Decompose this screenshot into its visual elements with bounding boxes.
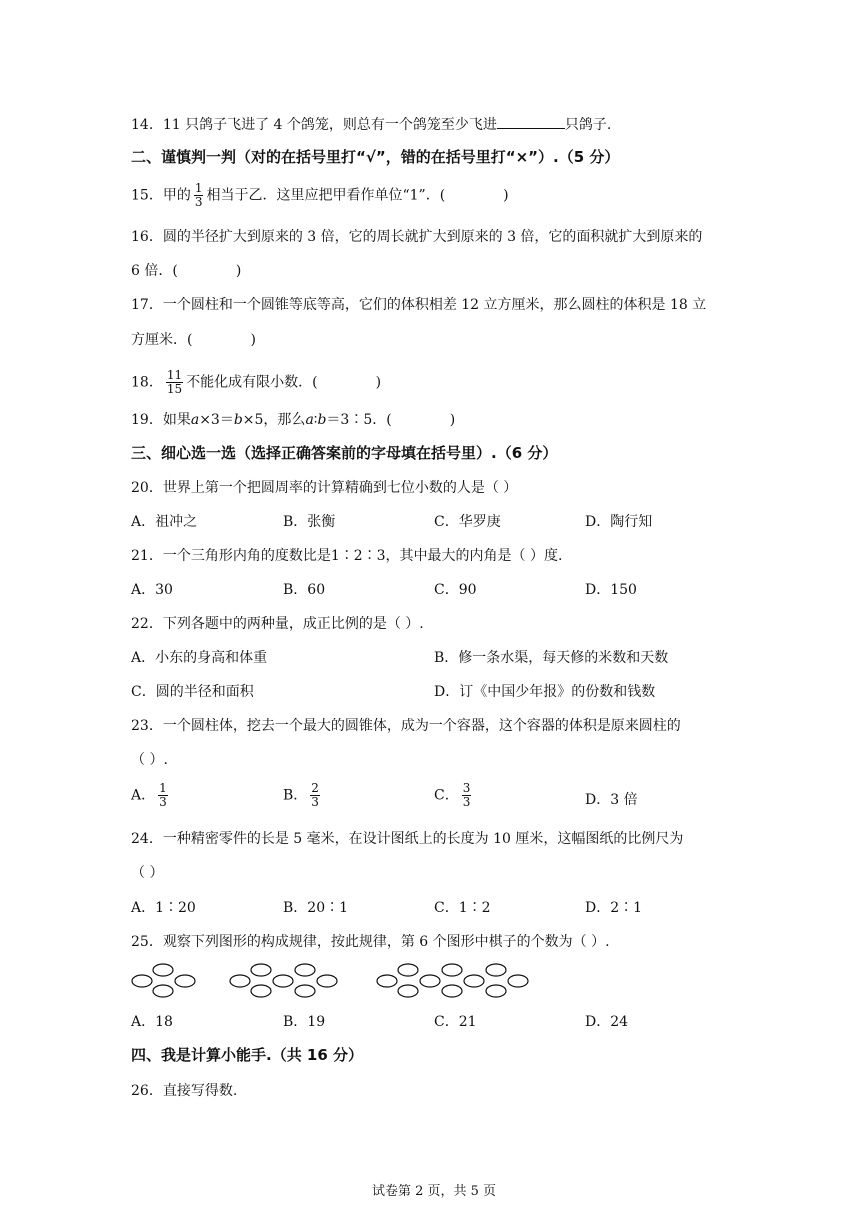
question-16-line1: 16．圆的半径扩大到原来的 3 倍，它的周长就扩大到原来的 3 倍，它的面积就扩大到原来的	[131, 229, 703, 245]
fraction-numerator: 3	[462, 781, 471, 795]
expr-part: ×5，那么	[242, 412, 306, 428]
fraction-numerator: 11	[166, 368, 183, 382]
option-a[interactable]: A．18	[131, 1014, 173, 1030]
page-footer: 试卷第 2 页，共 5 页	[371, 1184, 497, 1199]
option-d[interactable]: D．3 倍	[585, 792, 638, 808]
fraction-denominator: 3	[194, 195, 203, 209]
question-16-text: 6 倍．(	[131, 263, 178, 279]
chess-piece	[398, 985, 418, 997]
fraction-numerator: 1	[159, 781, 167, 795]
chess-piece	[317, 975, 337, 987]
question-19	[131, 410, 455, 430]
paren-close: )	[449, 412, 456, 428]
question-19-pre: 19．如果	[131, 412, 191, 428]
chess-piece	[464, 975, 484, 987]
question-23-line1: 23．一个圆柱体，挖去一个最大的圆锥体，成为一个容器，这个容器的体积是原来圆柱的	[131, 718, 681, 734]
question-15-pre: 15．甲的	[131, 187, 191, 204]
paren-close: )	[375, 374, 382, 391]
option-a[interactable]: A．30	[131, 582, 173, 598]
question-18-post: 不能化成有限小数．(	[186, 374, 318, 391]
question-19-post: ＝3∶5．(	[326, 412, 392, 428]
question-20: 20．世界上第一个把圆周率的计算精确到七位小数的人是（ ）	[131, 480, 518, 496]
chess-piece	[420, 975, 440, 987]
option-c[interactable]: C．21	[434, 1014, 477, 1030]
option-c[interactable]: C．90	[434, 582, 477, 598]
chess-piece	[251, 985, 271, 997]
fraction	[158, 782, 168, 809]
option-c[interactable]: C．华罗庚	[434, 514, 501, 530]
option-b[interactable]: B．修一条水渠，每天修的米数和天数	[434, 650, 669, 666]
expr-part: ×3＝	[199, 412, 234, 428]
chess-piece	[153, 985, 173, 997]
question-23-line2: （ ）.	[131, 752, 168, 768]
fraction	[310, 782, 320, 809]
var-b: b	[233, 412, 243, 428]
question-21: 21．一个三角形内角的度数比是1∶2∶3，其中最大的内角是（ ）度.	[131, 548, 563, 564]
fraction-denominator: 3	[462, 795, 471, 809]
pattern-figure-2	[230, 964, 337, 997]
var-a: a	[190, 412, 200, 428]
question-26: 26．直接写得数.	[131, 1083, 238, 1099]
section-2-heading: 二、谨慎判一判（对的在括号里打“√”，错的在括号里打“×”）.（5 分）	[131, 148, 620, 166]
option-b[interactable]: B．19	[283, 1014, 326, 1030]
fraction-denominator: 3	[159, 795, 167, 809]
option-c[interactable]: C．1∶2	[434, 900, 491, 916]
option-b[interactable]	[283, 782, 323, 809]
chess-piece	[273, 975, 293, 987]
section-4-heading: 四、我是计算小能手.（共 16 分）	[131, 1046, 364, 1064]
question-14-text: 14．11 只鸽子飞进了 4 个鸽笼，则总有一个鸽笼至少飞进	[131, 117, 497, 133]
paren-close: )	[235, 263, 242, 279]
question-18-pre: 18．	[131, 374, 163, 391]
answer-blank[interactable]	[497, 114, 565, 129]
question-17-line1: 17．一个圆柱和一个圆锥等底等高，它们的体积相差 12 立方厘米，那么圆柱的体积是 18 立	[131, 297, 707, 313]
fraction-one-third	[194, 182, 204, 209]
fraction-numerator: 1	[194, 181, 203, 195]
chess-piece	[442, 985, 462, 997]
fraction-denominator: 3	[311, 795, 319, 809]
section-3-heading: 三、细心选一选（选择正确答案前的字母填在括号里）.（6 分）	[131, 444, 558, 462]
chess-piece	[377, 975, 397, 987]
chess-piece	[442, 964, 462, 976]
question-16-line2	[131, 261, 241, 281]
fraction-numerator: 2	[311, 781, 319, 795]
option-a[interactable]: A．祖冲之	[131, 514, 198, 530]
chess-piece	[132, 975, 152, 987]
paren-close: )	[503, 187, 509, 204]
option-a[interactable]: A．小东的身高和体重	[131, 650, 268, 666]
option-d[interactable]: D．2∶1	[585, 900, 643, 916]
option-b[interactable]: B．张衡	[283, 514, 336, 530]
pattern-figure-1	[132, 964, 195, 997]
fraction	[462, 782, 472, 809]
pattern-figure-3	[377, 964, 528, 997]
option-c[interactable]: C．圆的半径和面积	[131, 684, 254, 700]
option-d[interactable]: D．陶行知	[585, 514, 653, 530]
fraction-eleven-fifteenths	[166, 369, 183, 396]
chess-piece	[398, 964, 418, 976]
option-label: C．	[434, 787, 459, 804]
question-17-line2	[131, 330, 256, 350]
question-24-line2: （ ）	[131, 865, 164, 881]
option-d[interactable]: D．24	[585, 1014, 629, 1030]
option-c[interactable]	[434, 782, 474, 809]
question-14	[131, 114, 611, 135]
chess-pattern-figures	[128, 960, 538, 1002]
question-18	[131, 369, 381, 396]
option-a[interactable]: A．1∶20	[131, 900, 196, 916]
question-25: 25．观察下列图形的构成规律，按此规律，第 6 个图形中棋子的个数为（ ）.	[131, 934, 610, 950]
var-a: a	[305, 412, 314, 428]
question-24-line1: 24．一种精密零件的长是 5 毫米，在设计图纸上的长度为 10 厘米，这幅图纸的比例尺为	[131, 831, 684, 847]
chess-piece	[175, 975, 195, 987]
chess-piece	[295, 964, 315, 976]
fraction-denominator: 15	[166, 382, 183, 396]
question-15	[131, 182, 509, 209]
option-d[interactable]: D．150	[585, 582, 637, 598]
question-22: 22．下列各题中的两种量，成正比例的是（ ）.	[131, 616, 424, 632]
chess-piece	[486, 985, 506, 997]
var-b: b	[317, 412, 327, 428]
option-b[interactable]: B．20∶1	[283, 900, 349, 916]
option-d[interactable]: D．订《中国少年报》的份数和钱数	[434, 684, 656, 700]
chess-piece	[295, 985, 315, 997]
option-label: B．	[283, 787, 308, 804]
ratio-colon: ∶	[313, 412, 318, 428]
chess-piece	[230, 975, 250, 987]
question-14-tail: 只鸽子.	[564, 117, 612, 133]
chess-piece	[251, 964, 271, 976]
chess-piece	[508, 975, 528, 987]
question-15-post: 相当于乙．这里应把甲看作单位“1”．(	[206, 187, 446, 204]
chess-piece	[153, 964, 173, 976]
option-b[interactable]: B．60	[283, 582, 326, 598]
option-a[interactable]	[131, 782, 171, 809]
chess-piece	[486, 964, 506, 976]
option-label: A．	[131, 787, 156, 804]
paren-close: )	[250, 332, 256, 348]
question-17-text: 方厘米．(	[131, 332, 193, 348]
